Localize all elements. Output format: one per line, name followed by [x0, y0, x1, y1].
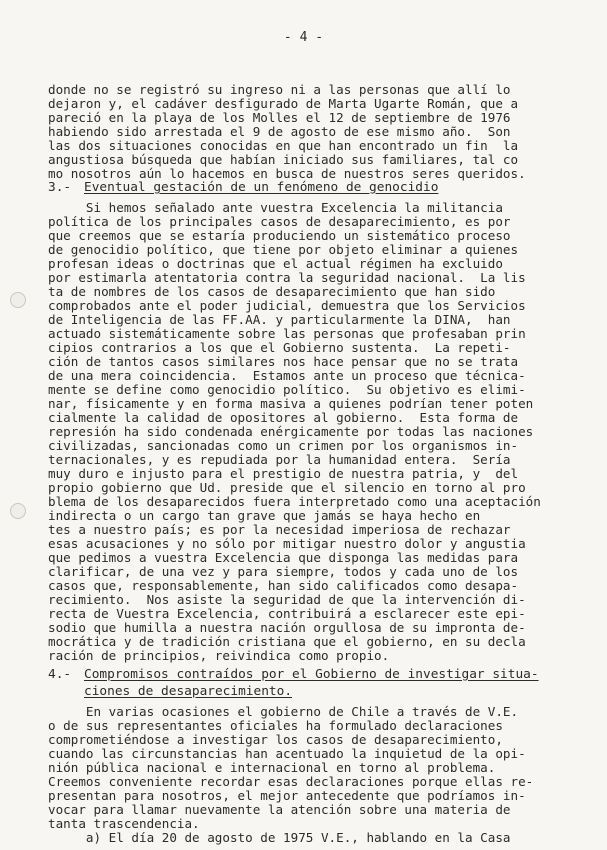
- text-line: política de los principales casos de desaparecimiento, es por: [48, 214, 511, 229]
- text-line: donde no se registró su ingreso ni a las personas que allí lo: [48, 82, 511, 97]
- section-title-line-2: ciones de desaparecimiento.: [84, 684, 293, 699]
- text-line: ta de nombres de los casos de desaparecimiento que han sido: [48, 284, 496, 299]
- text-line: nión pública nacional e internacional en torno al problema.: [48, 760, 496, 775]
- text-line: blema de los desaparecidos fuera interpretado como una aceptación: [48, 494, 541, 509]
- text-line: esas acusaciones y no sólo por mitigar nuestro dolor y angustia: [48, 536, 526, 551]
- text-line: tes a nuestro país; es por la necesidad imperiosa de rechazar: [48, 522, 511, 537]
- text-line: por estimarla atentatoria contra la seguridad nacional. La lis: [48, 270, 526, 285]
- text-line: que pedimos a vuestra Excelencia que disponga las medidas para: [48, 550, 519, 565]
- text-line: que creemos que se estaría produciendo un sistemático proceso: [48, 228, 511, 243]
- text-line: angustiosa búsqueda que habían iniciado sus familiares, tal co: [48, 152, 519, 167]
- text-line: Si hemos señalado ante vuestra Excelencia la militancia: [48, 200, 503, 215]
- text-line: ternacionales, y es repudiada por la humanidad entera. Sería: [48, 452, 511, 467]
- text-line: cialmente la calidad de opositores al gobierno. Esta forma de: [48, 410, 519, 425]
- text-line: comprobados ante el poder judicial, demuestra que los Servicios: [48, 298, 526, 313]
- punch-hole-top: [10, 292, 26, 308]
- text-line: cipios contrarios a los que el Gobierno sustenta. La repeti-: [48, 340, 511, 355]
- text-line: de una mera coincidencia. Estamos ante un proceso que técnica-: [48, 368, 526, 383]
- text-line: recimiento. Nos asiste la seguridad de que la intervención di-: [48, 592, 526, 607]
- text-line: mo nosotros aún lo hacemos en busca de nuestros seres queridos.: [48, 166, 526, 181]
- text-line: comprometiéndose a investigar los casos de desaparecimiento,: [48, 732, 503, 747]
- text-line: vocar para llamar nuevamente la atención sobre una materia de: [48, 802, 511, 817]
- text-line: civilizadas, sancionadas como un crimen por los organismos in-: [48, 438, 519, 453]
- text-line: de genocidio político, que tiene por objeto eliminar a quienes: [48, 242, 519, 257]
- text-line: ración de principios, reivindica como propio.: [48, 648, 390, 663]
- text-line: ción de tantos casos similares nos hace pensar que no se trata: [48, 354, 519, 369]
- text-line: indirecta o un cargo tan grave que jamás se haya hecho en: [48, 508, 481, 523]
- text-line: nar, físicamente y en forma masiva a quienes podrían tener poten: [48, 396, 534, 411]
- punch-hole-bottom: [10, 503, 26, 519]
- section-title: Eventual gestación de un fenómeno de genocidio: [84, 180, 439, 195]
- text-line: recta de Vuestra Excelencia, contribuirá a esclarecer este epi-: [48, 606, 526, 621]
- text-line: cuando las circunstancias han acentuado la inquietud de la opi-: [48, 746, 526, 761]
- text-line: En varias ocasiones el gobierno de Chile a través de V.E.: [48, 704, 519, 719]
- text-line: pareció en la playa de los Molles el 12 de septiembre de 1976: [48, 110, 511, 125]
- text-line: o de sus representantes oficiales ha formulado declaraciones: [48, 718, 503, 733]
- section-number: 4.-: [48, 667, 72, 682]
- section-title-line-1: Compromisos contraídos por el Gobierno de investigar situa-: [84, 667, 539, 682]
- text-line: a) El día 20 de agosto de 1975 V.E., hablando en la Casa: [48, 830, 511, 845]
- text-line: sodio que humilla a nuestra nación orgullosa de su impronta de-: [48, 620, 526, 635]
- text-line: mente se define como genocidio político. Su objetivo es elimi-: [48, 382, 526, 397]
- text-line: muy duro e injusto para el prestigio de nuestra patria, y del: [48, 466, 519, 481]
- text-line: casos que, responsablemente, han sido calificados como desapa-: [48, 578, 519, 593]
- page-number: - 4 -: [283, 30, 324, 45]
- text-line: profesan ideas o doctrinas que el actual régimen ha excluido: [48, 256, 503, 271]
- text-line: Creemos conveniente recordar esas declaraciones porque ellas re-: [48, 774, 534, 789]
- text-line: de Inteligencia de las FF.AA. y particularmente la DINA, han: [48, 312, 511, 327]
- text-line: dejaron y, el cadáver desfigurado de Marta Ugarte Román, que a: [48, 96, 519, 111]
- text-line: actuado sistemáticamente sobre las personas que profesaban prin: [48, 326, 526, 341]
- text-line: las dos situaciones conocidas en que han encontrado un fin la: [48, 138, 519, 153]
- text-line: propio gobierno que Ud. preside que el silencio en torno al pro: [48, 480, 526, 495]
- text-line: represión ha sido condenada enérgicamente por todas las naciones: [48, 424, 534, 439]
- section-number: 3.-: [48, 180, 72, 195]
- text-line: habiendo sido arrestada el 9 de agosto de ese mismo año. Son: [48, 124, 511, 139]
- text-line: clarificar, de una vez y para siempre, todos y cada uno de los: [48, 564, 519, 579]
- text-line: mocrática y de tradición cristiana que el gobierno, en su decla: [48, 634, 526, 649]
- text-line: presentan para nosotros, el mejor antecedente que podríamos in-: [48, 788, 526, 803]
- text-line: tanta trascendencia.: [48, 816, 200, 831]
